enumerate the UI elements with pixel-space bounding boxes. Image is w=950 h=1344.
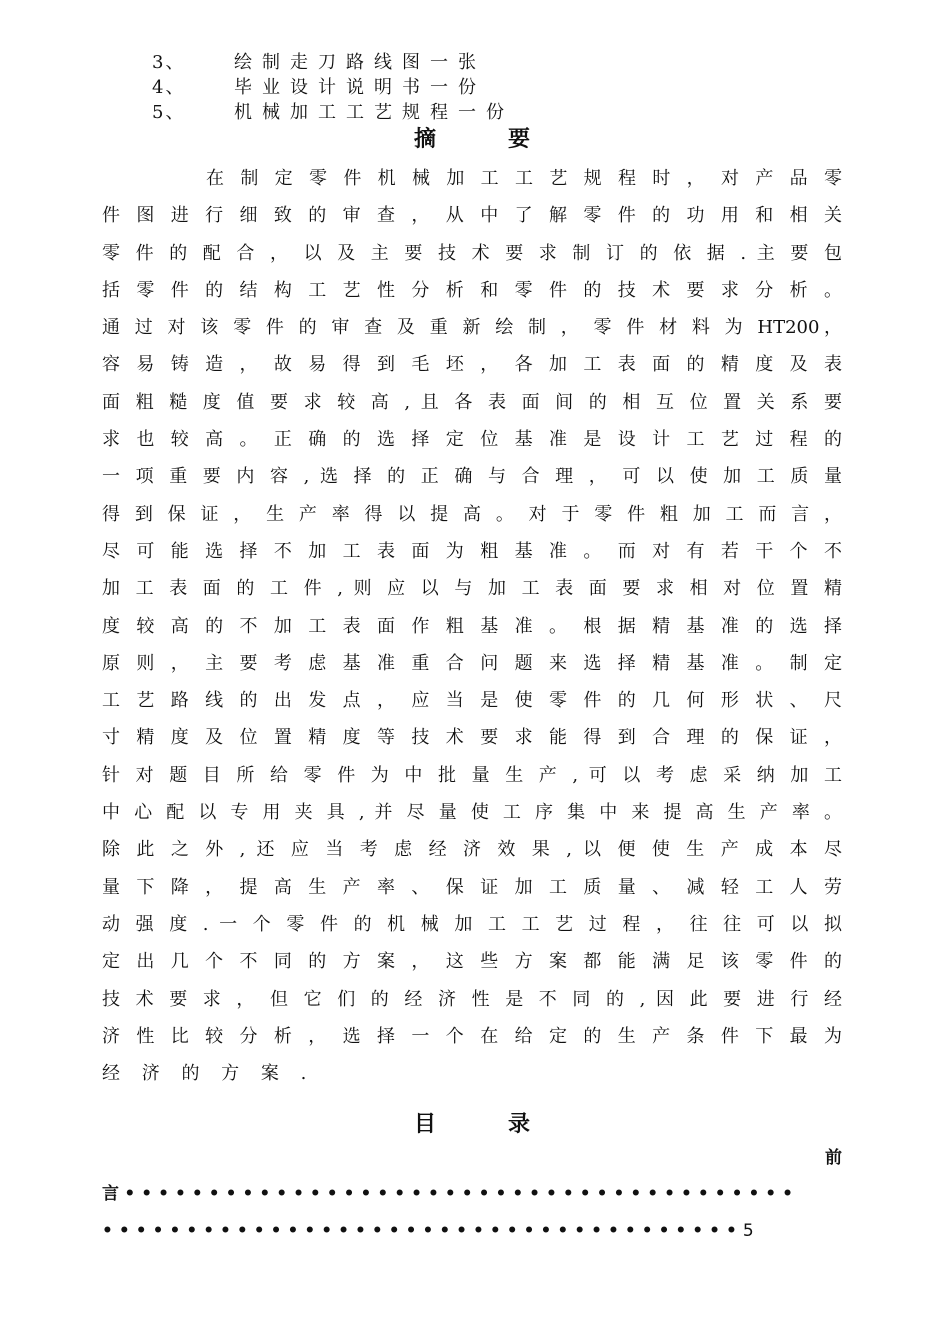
list-item-number: 5、 [152, 102, 186, 123]
abstract-line: 件 图 进 行 细 致 的 审 查 ， 从 中 了 解 零 件 的 功 用 和 相 关 [102, 205, 842, 227]
abstract-line: 技 术 要 求 ， 但 它 们 的 经 济 性 是 不 同 的 , 因 此 要 进 行 经 [102, 988, 842, 1010]
abstract-line: 原 则 ， 主 要 考 虑 基 准 重 合 问 题 来 选 择 精 基 准 。 制 定 [102, 652, 842, 674]
toc-entry-row[interactable] [102, 1213, 842, 1250]
toc-entry-row[interactable] [102, 1176, 842, 1213]
list-item-text: 毕业设计说明书一份 [234, 77, 486, 98]
list-item-number: 3、 [152, 52, 186, 73]
abstract-line: 动 强 度 . 一 个 零 件 的 机 械 加 工 工 艺 过 程 ， 往 往 可 以 拟 [102, 913, 842, 935]
abstract-line: 量 下 降 ， 提 高 生 产 率 、 保 证 加 工 质 量 、 减 轻 工 人 劳 [102, 876, 842, 898]
abstract-line: 度 较 高 的 不 加 工 表 面 作 粗 基 准 。 根 据 精 基 准 的 选 择 [102, 615, 842, 637]
abstract-line: 除 此 之 外 , 还 应 当 考 虑 经 济 效 果 , 以 便 使 生 产 成 本 尽 [102, 839, 842, 861]
abstract-heading [0, 122, 950, 153]
abstract-line: 面 粗 糙 度 值 要 求 较 高 , 且 各 表 面 间 的 相 互 位 置 关 系 要 [102, 391, 842, 413]
abstract-line: 经 济 的 方 案 . [102, 1063, 315, 1085]
abstract-line: 零 件 的 配 合 ， 以 及 主 要 技 术 要 求 制 订 的 依 据 . 主 要 包 [102, 242, 842, 264]
abstract-line: 工 艺 路 线 的 出 发 点 ， 应 当 是 使 零 件 的 几 何 形 状 、 尺 [102, 690, 842, 712]
abstract-line: 尽 可 能 选 择 不 加 工 表 面 为 粗 基 准 。 而 对 有 若 干 个 不 [102, 540, 842, 562]
abstract-line: 定 出 几 个 不 同 的 方 案 ， 这 些 方 案 都 能 满 足 该 零 件 的 [102, 951, 842, 973]
toc-entry-label-start: 前 [825, 1148, 842, 1168]
abstract-heading-char: 要 [508, 127, 537, 152]
abstract-line: 加 工 表 面 的 工 件 , 则 应 以 与 加 工 表 面 要 求 相 对 位 置 精 [102, 578, 842, 600]
toc-heading [0, 1107, 950, 1138]
toc-heading-char: 录 [508, 1112, 537, 1137]
abstract-line: 一 项 重 要 内 容 , 选 择 的 正 确 与 合 理 ， 可 以 使 加 工 质 量 [102, 466, 842, 488]
list-item [152, 75, 514, 100]
toc-heading-char: 目 [413, 1112, 442, 1137]
abstract-line: 容 易 铸 造 ， 故 易 得 到 毛 坯 ， 各 加 工 表 面 的 精 度 及 表 [102, 354, 842, 376]
toc-leader-dots: •••••••••••••••••••••••••••••••••••••••• [124, 1184, 800, 1204]
abstract-line: 济 性 比 较 分 析 ， 选 择 一 个 在 给 定 的 生 产 条 件 下 最 为 [102, 1025, 842, 1047]
requirements-list [152, 50, 514, 125]
list-item-text: 绘制走刀路线图一张 [234, 52, 486, 73]
toc-leader-dots: •••••••••••••••••••••••••••••••••••••• [102, 1221, 743, 1241]
abstract-body [102, 160, 842, 1092]
abstract-line: 通 过 对 该 零 件 的 审 查 及 重 新 绘 制 ， 零 件 材 料 为 HT200， [102, 317, 842, 339]
abstract-line: 求 也 较 高 。 正 确 的 选 择 定 位 基 准 是 设 计 工 艺 过 程 的 [102, 429, 842, 451]
table-of-contents [102, 1140, 842, 1250]
abstract-heading-char: 摘 [413, 127, 442, 152]
abstract-line: 寸 精 度 及 位 置 精 度 等 技 术 要 求 能 得 到 合 理 的 保 证 ， [102, 727, 842, 749]
list-item-text: 机械加工工艺规程一份 [234, 102, 514, 123]
abstract-line: 括 零 件 的 结 构 工 艺 性 分 析 和 零 件 的 技 术 要 求 分 析 。 [102, 279, 842, 301]
list-item [152, 50, 514, 75]
abstract-line: 在 制 定 零 件 机 械 加 工 工 艺 规 程 时 ， 对 产 品 零 [206, 168, 842, 189]
abstract-line: 中 心 配 以 专 用 夹 具 , 并 尽 量 使 工 序 集 中 来 提 高 生 产 率 。 [102, 802, 842, 824]
list-item-number: 4、 [152, 77, 186, 98]
abstract-line: 得 到 保 证 ， 生 产 率 得 以 提 高 。 对 于 零 件 粗 加 工 而 言 ， [102, 503, 842, 525]
toc-page-number: 5 [742, 1221, 754, 1241]
toc-entry-label-end: 言 [102, 1184, 119, 1204]
abstract-line: 针 对 题 目 所 给 零 件 为 中 批 量 生 产 , 可 以 考 虑 采 纳 加 工 [102, 764, 842, 786]
